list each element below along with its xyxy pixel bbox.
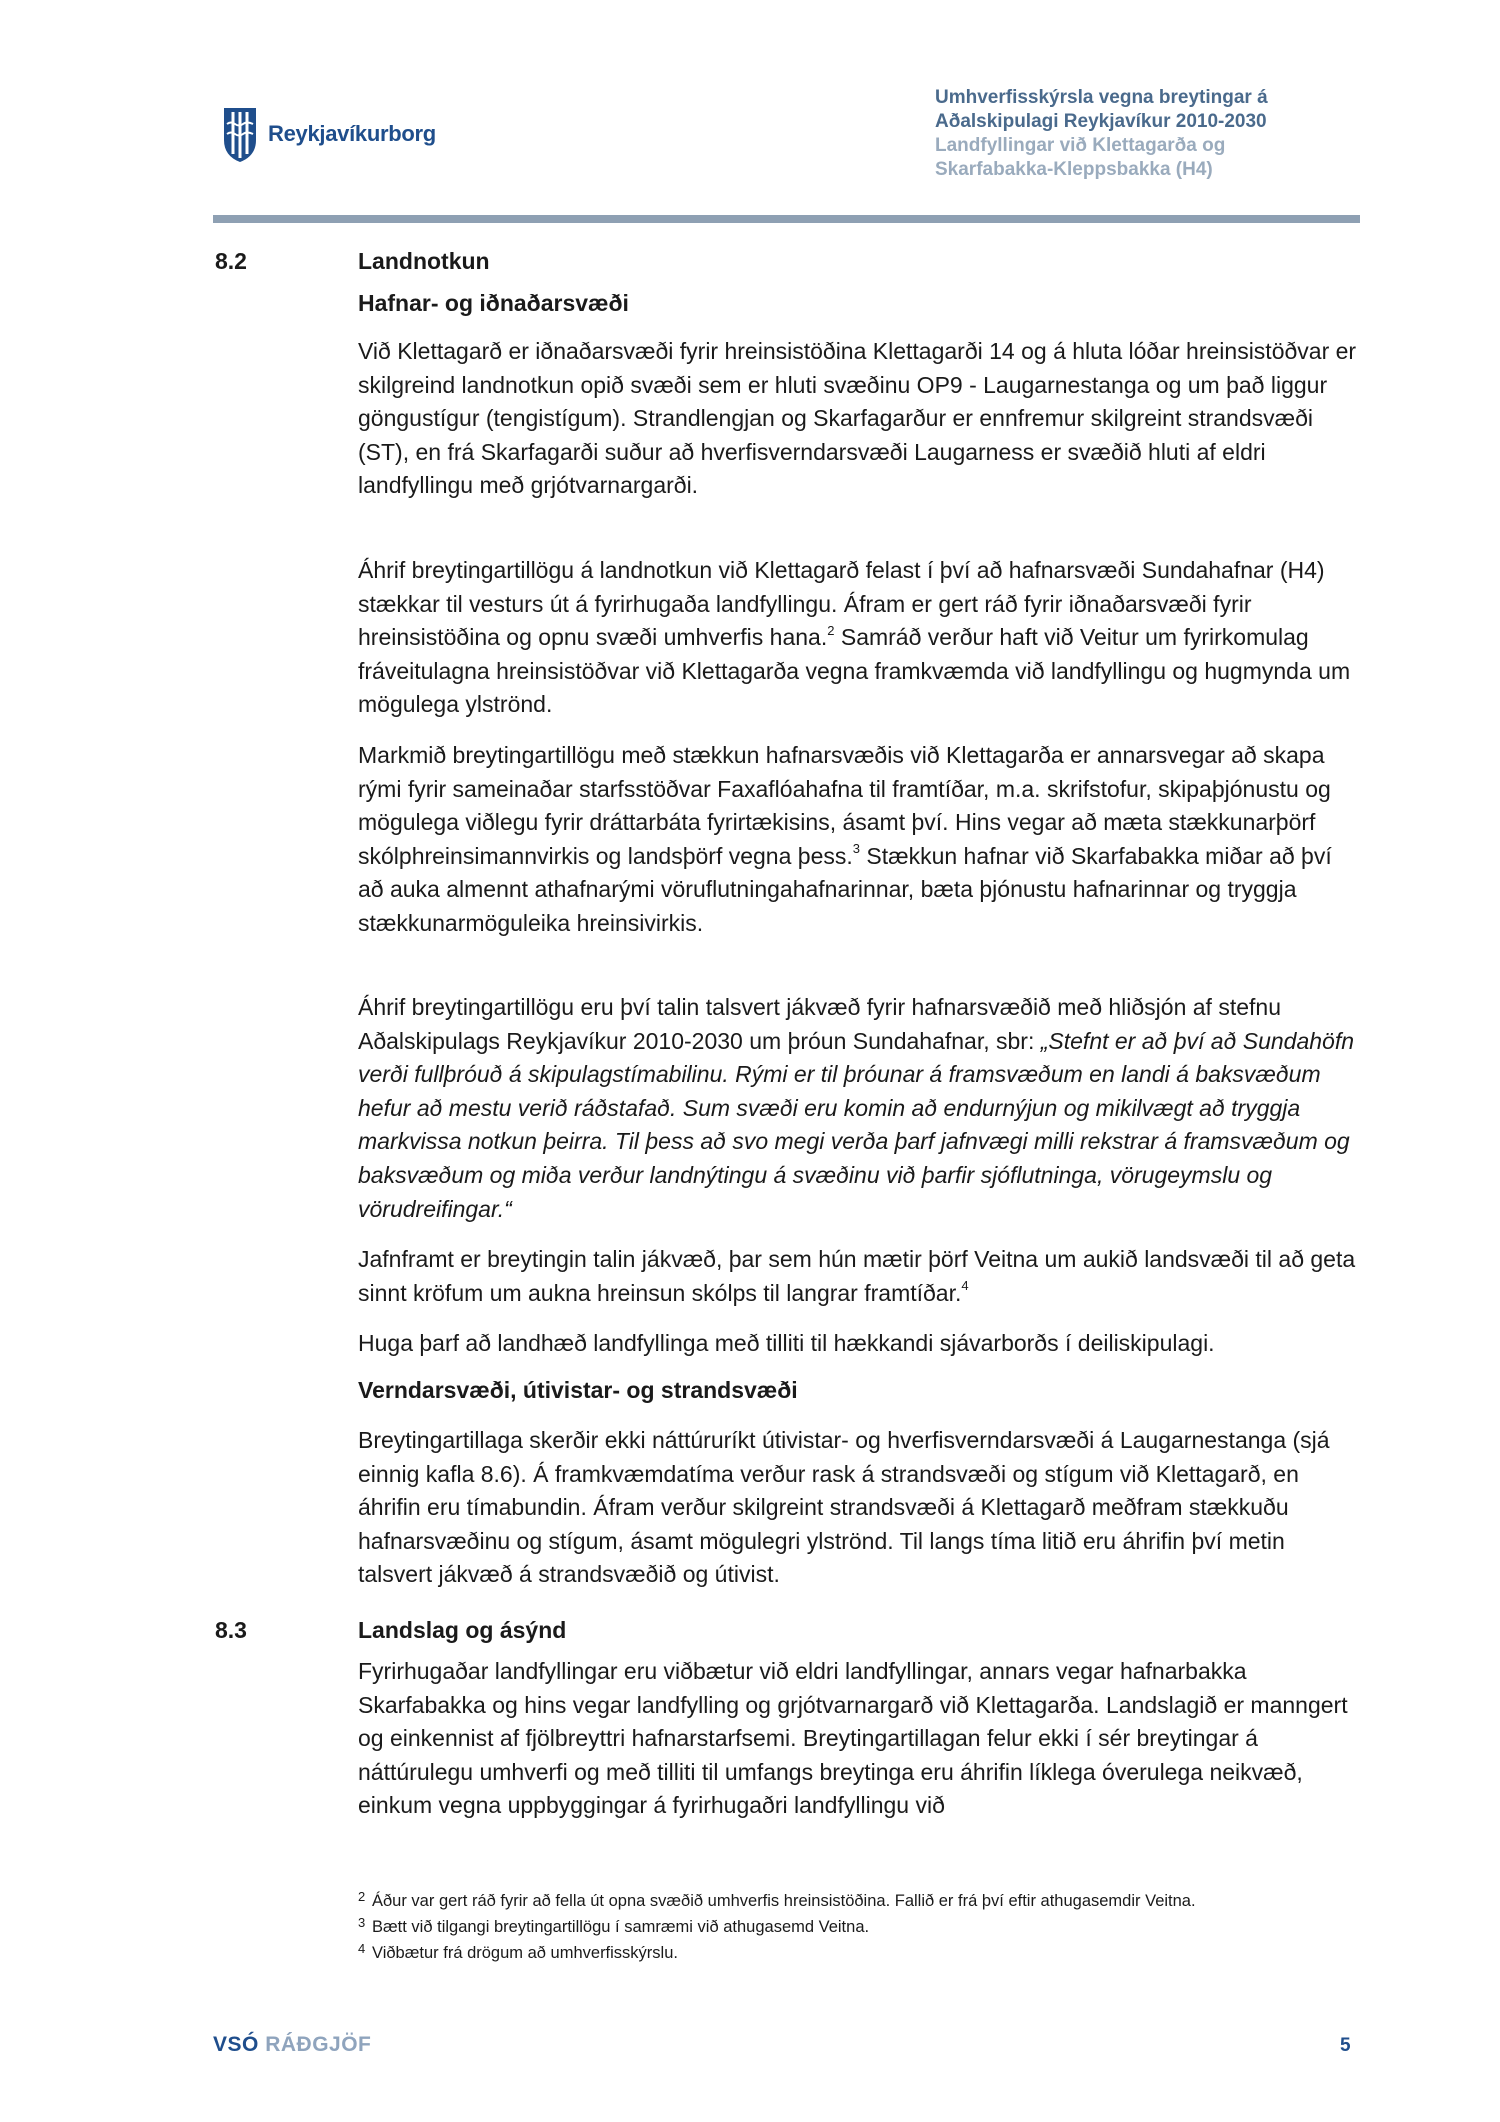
- header-title-line: Umhverfisskýrsla vegna breytingar á: [935, 87, 1268, 108]
- paragraph-text: Samráð verður haft við Veitur um fyrirkomulag fráveitulagna hreinsistöðvar við Klettagarða vegna framkvæmda við landfyllingu og hugmynda um mögulega ylströnd.: [358, 624, 1351, 718]
- document-header: [935, 86, 1268, 182]
- paragraph-text: Markmið breytingartillögu með stækkun hafnarsvæðis við Klettagarða er annarsvegar að skapa rými fyrir sameinaðar starfsstöðvar Faxaflóahafna til framtíðar, m.a. skrifstofur, skipaþjónustu og mögulega viðlegu fyrir dráttarbáta fyrirtækisins, ásamt því. Hins vegar að mæta stækkunarþörf skólphreinsimannvirkis og landsþörf vegna þess.: [358, 742, 1331, 869]
- paragraph: [358, 739, 1358, 941]
- paragraph: Huga þarf að landhæð landfyllinga með tilliti til hækkandi sjávarborðs í deiliskipulagi.: [358, 1330, 1215, 1356]
- header-divider: [213, 215, 1360, 223]
- footnote-ref: 2: [827, 622, 835, 638]
- header-subtitle-line: Skarfabakka-Kleppsbakka (H4): [935, 159, 1213, 180]
- paragraph-text: Áhrif breytingartillögu á landnotkun við Klettagarð felast í því að hafnarsvæði Sundahafnar (H4) stækkar til vesturs út á fyrirhugaða landfyllingu. Áfram er gert ráð fyrir iðnaðarsvæði fyrir hreinsistöðina og opnu svæði umhverfis hana.: [358, 557, 1325, 651]
- footnote-mark: 2: [358, 1889, 366, 1904]
- reykjavik-logo: [222, 104, 436, 164]
- section-title: Landnotkun: [358, 248, 490, 274]
- footnote-text: Bætt við tilgangi breytingartillögu í samræmi við athugasemd Veitna.: [372, 1918, 870, 1936]
- paragraph-text: Stækkun hafnar við Skarfabakka miðar að því að auka almennt athafnarými vöruflutningahafnarinnar, bæta þjónustu hafnarinnar og tryggja stækkunarmöguleika hreinsivirkis.: [358, 842, 1332, 936]
- paragraph: Við Klettagarð er iðnaðarsvæði fyrir hreinsistöðina Klettagarði 14 og á hluta lóðar hreinsistöðvar er skilgreind landnotkun opið svæði sem er hluti svæðinu OP9 - Laugarnestanga og um það liggur göngustígur (tengistígum). Strandlengjan og Skarfagarður er ennfremur skilgreint strandsvæði (ST), en frá Skarfagarði suður að hverfisverndarsvæði Laugarness er svæðið hluti af eldri landfyllingu með grjótvarnargarði.: [358, 338, 1357, 499]
- page-number: 5: [1340, 2035, 1351, 2056]
- section-number: 8.3: [215, 1617, 247, 1643]
- footnote: [358, 1916, 1358, 1938]
- footnote-mark: 3: [358, 1915, 366, 1930]
- footnotes: [358, 1890, 1358, 1968]
- logo-text: RÁÐGJÖF: [265, 2033, 372, 2056]
- paragraph: [358, 991, 1358, 1226]
- paragraph-text: Áhrif breytingartillögu eru því talin talsvert jákvæð fyrir hafnarsvæðið með hliðsjón af stefnu Aðalskipulags Reykjavíkur 2010-2030 um þróun Sundahafnar, sbr:: [358, 994, 1281, 1054]
- paragraph: Fyrirhugaðar landfyllingar eru viðbætur við eldri landfyllingar, annars vegar hafnarbakka Skarfabakka og hins vegar landfylling og grjótvarnargarð við Klettagarða. Landslagið er manngert og einkennist af fjölbreyttri hafnarstarfsemi. Breytingartillagan felur ekki í sér breytingar á náttúrulegu umhverfi og með tilliti til umfangs breytinga eru áhrifin líklega óverulega neikvæð, einkum vegna uppbyggingar á fyrirhugaðri landfyllingu við: [358, 1658, 1348, 1819]
- footnote-mark: 4: [358, 1941, 366, 1956]
- footnote-ref: 3: [852, 841, 860, 857]
- paragraph: [358, 1243, 1358, 1310]
- paragraph: [358, 554, 1358, 722]
- header-title-line: Aðalskipulagi Reykjavíkur 2010-2030: [935, 111, 1267, 132]
- logo-text: Reykjavíkurborg: [268, 121, 436, 146]
- subheading: Hafnar- og iðnaðarsvæði: [358, 290, 629, 316]
- logo-text: VSÓ: [213, 2033, 259, 2056]
- footnote-text: Viðbætur frá drögum að umhverfisskýrslu.: [372, 1944, 678, 1962]
- city-crest-icon: [222, 104, 258, 164]
- footnote: [358, 1890, 1358, 1912]
- section-number: 8.2: [215, 248, 247, 274]
- subheading: Verndarsvæði, útivistar- og strandsvæði: [358, 1377, 798, 1403]
- section-title: Landslag og ásýnd: [358, 1617, 567, 1643]
- quote-text: „Stefnt er að því að Sundahöfn verði fullþróuð á skipulagstímabilinu. Rými er til þróunar á framsvæðum en landi á baksvæðum hefur að mestu verið ráðstafað. Sum svæði eru komin að endurnýjun og mikilvægt að tryggja markvissa notkun þeirra. Til þess að svo megi verða þarf jafnvægi milli rekstrar á framsvæðum og baksvæðum og miða verður landnýtingu á svæðinu við þarfir sjóflutninga, vörugeymslu og vörudreifingar.“: [358, 1027, 1355, 1222]
- vso-logo: [213, 2033, 371, 2057]
- footnote-text: Áður var gert ráð fyrir að fella út opna svæðið umhverfis hreinsistöðina. Fallið er frá því eftir athugasemdir Veitna.: [372, 1892, 1196, 1910]
- header-subtitle-line: Landfyllingar við Klettagarða og: [935, 135, 1226, 156]
- paragraph-text: Jafnframt er breytingin talin jákvæð, þar sem hún mætir þörf Veitna um aukið landsvæði til að geta sinnt kröfum um aukna hreinsun skólps til langrar framtíðar.: [358, 1246, 1356, 1306]
- paragraph: Breytingartillaga skerðir ekki náttúruríkt útivistar- og hverfisverndarsvæði á Laugarnestanga (sjá einnig kafla 8.6). Á framkvæmdatíma verður rask á strandsvæði og stígum við Klettagarð, en áhrifin eru tímabundin. Áfram verður skilgreint strandsvæði á Klettagarð meðfram stækkuðu hafnarsvæðinu og stígum, ásamt mögulegri ylströnd. Til langs tíma litið eru áhrifin því metin talsvert jákvæð á strandsvæðið og útivist.: [358, 1427, 1330, 1588]
- footnote-ref: 4: [961, 1277, 969, 1293]
- footnote: [358, 1942, 1358, 1964]
